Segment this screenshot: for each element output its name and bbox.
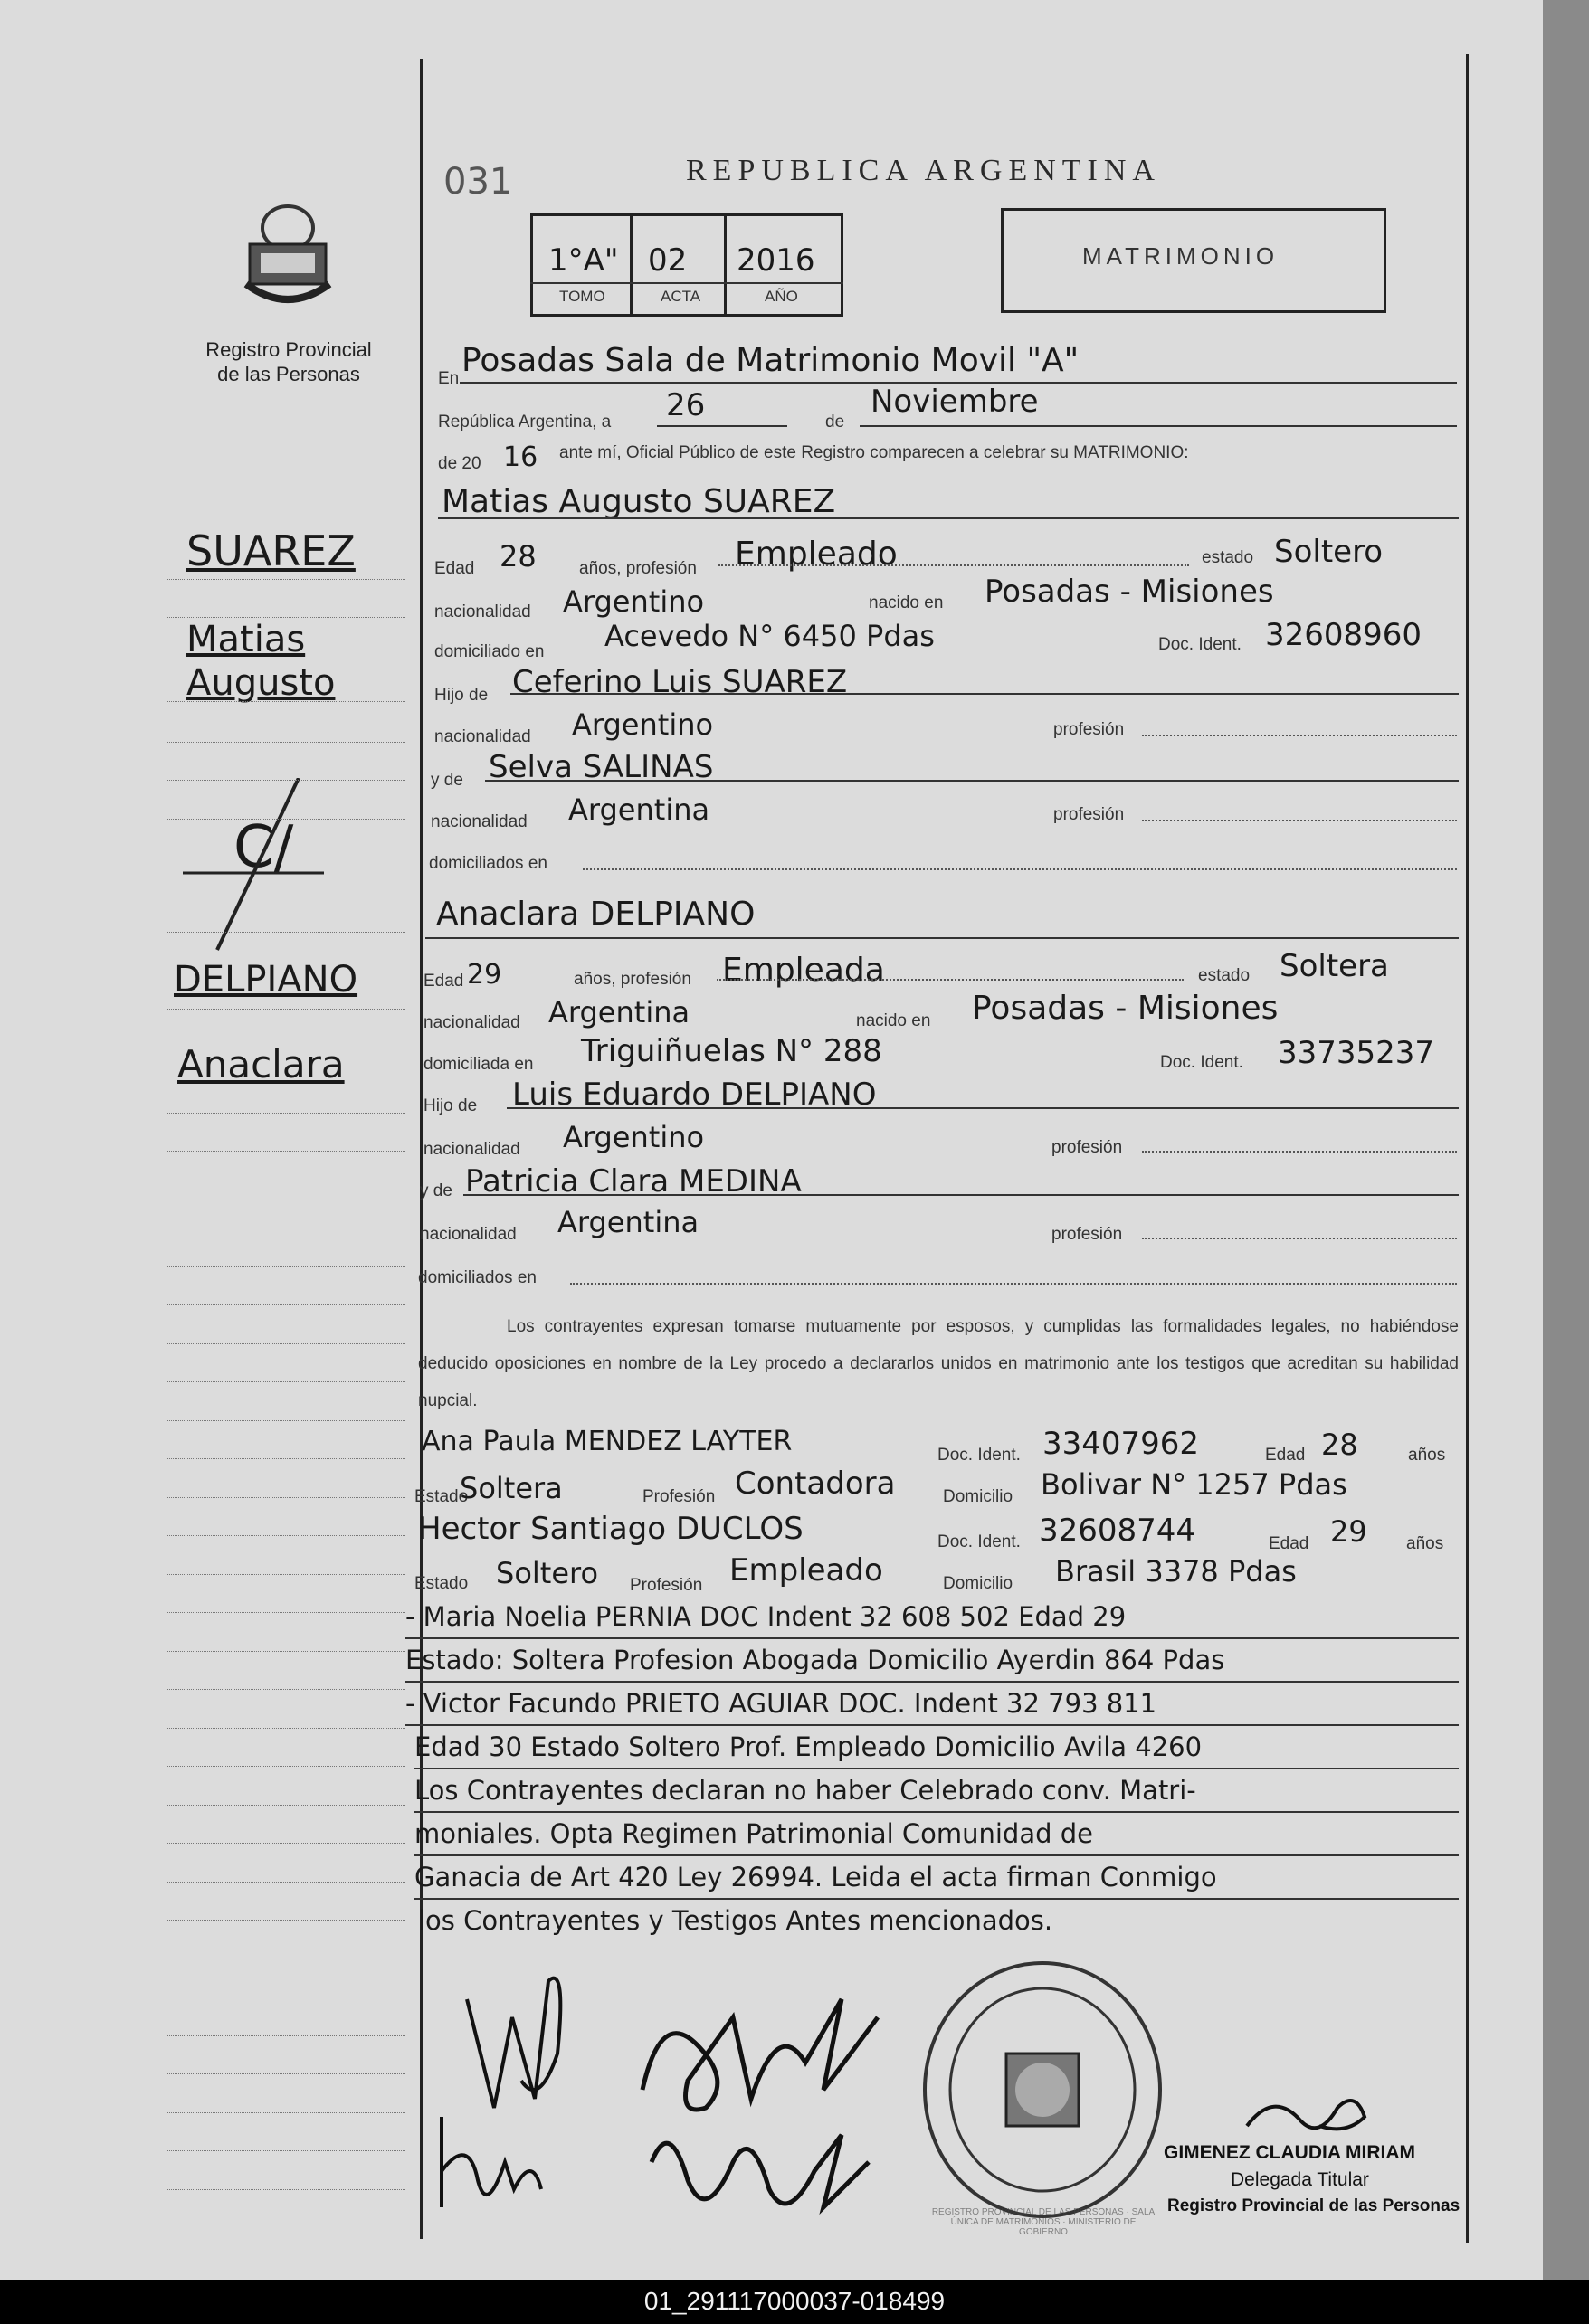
margin-names-1b: Augusto xyxy=(186,662,336,704)
c2-label-doc: Doc. Ident. xyxy=(1160,1053,1243,1072)
t1-label-doc: Doc. Ident. xyxy=(937,1446,1021,1465)
c1-nacionalidad: Argentino xyxy=(563,584,705,619)
c1-label-dom: domiciliado en xyxy=(434,642,545,661)
signature-2 xyxy=(423,2099,559,2234)
ano-label: AÑO xyxy=(765,288,798,305)
c1-edad-line xyxy=(718,564,1189,566)
ano-value: 2016 xyxy=(737,242,815,279)
margin-names-2: Anaclara xyxy=(177,1042,345,1086)
margin-surname-1: SUAREZ xyxy=(186,526,356,575)
c1-edad: 28 xyxy=(500,539,537,574)
t1-label-anos: años xyxy=(1408,1446,1446,1465)
official-seal xyxy=(916,1954,1169,2225)
c1-label-domiciliados: domiciliados en xyxy=(429,854,547,873)
c2-padre: Luis Eduardo DELPIANO xyxy=(512,1077,877,1113)
t2-label-estado: Estado xyxy=(414,1574,469,1593)
c2-label-madre-nac: nacionalidad xyxy=(420,1225,517,1244)
c2-madre: Patricia Clara MEDINA xyxy=(465,1163,802,1200)
scan-id: 01_291117000037-018499 xyxy=(643,2287,946,2315)
t2-label-doc: Doc. Ident. xyxy=(937,1532,1021,1551)
handwritten-line-6: moniales. Opta Regimen Patrimonial Comunidad de xyxy=(414,1818,1093,1849)
c1-padre-prof-line xyxy=(1142,735,1457,736)
c1-label-hijo: Hijo de xyxy=(434,686,489,705)
c1-nacido: Posadas - Misiones xyxy=(985,574,1274,610)
t2-label-prof: Profesión xyxy=(630,1576,703,1595)
registry-logo xyxy=(237,201,338,318)
c2-doc: 33735237 xyxy=(1278,1035,1435,1071)
t1-label-prof: Profesión xyxy=(642,1487,716,1506)
t2-label-anos: años xyxy=(1406,1534,1444,1553)
handwritten-line-8: los Contrayentes y Testigos Antes mencionados. xyxy=(418,1905,1053,1936)
box-divider-1 xyxy=(630,213,633,315)
c1-label-madre-nac: nacionalidad xyxy=(431,812,528,831)
acta-value: 02 xyxy=(648,242,688,279)
margin-surname-2: DELPIANO xyxy=(174,959,358,1001)
c2-label-padre-nac: nacionalidad xyxy=(423,1140,520,1159)
country-title: REPUBLICA ARGENTINA xyxy=(686,154,1161,187)
c2-label-dom: domiciliada en xyxy=(423,1055,534,1074)
c1-label-estado: estado xyxy=(1202,548,1254,567)
c2-madre-nac: Argentina xyxy=(557,1205,699,1239)
t2-estado: Soltero xyxy=(496,1556,599,1590)
c1-madre-line xyxy=(485,780,1459,782)
handwritten-line-5: Los Contrayentes declaran no haber Celebrado conv. Matri- xyxy=(414,1775,1196,1806)
c2-nombre-line xyxy=(425,937,1459,939)
t1-nombre: Ana Paula MENDEZ LAYTER xyxy=(422,1426,793,1457)
c1-estado: Soltero xyxy=(1274,534,1384,570)
signature-3 xyxy=(624,1981,896,2126)
t1-label-dom: Domicilio xyxy=(943,1487,1013,1506)
c1-madre-nac: Argentina xyxy=(568,792,710,827)
handwritten-line-4: Edad 30 Estado Soltero Prof. Empleado Domicilio Avila 4260 xyxy=(414,1731,1203,1762)
handwritten-line-2: Estado: Soltera Profesion Abogada Domicilio Ayerdin 864 Pdas xyxy=(405,1645,1225,1675)
seal-text: REGISTRO PROVINCIAL DE LAS PERSONAS · SALA ÚNICA DE MATRIMONIOS · MINISTERIO DE GOBIERNO xyxy=(931,2207,1156,2237)
c1-label-edad: Edad xyxy=(434,559,475,578)
c2-label-anos-prof: años, profesión xyxy=(574,970,691,989)
tomo-value: 1°A" xyxy=(548,242,619,279)
c2-edad-line xyxy=(717,979,1184,981)
c1-padre-line xyxy=(510,693,1459,695)
record-type: MATRIMONIO xyxy=(1082,242,1280,270)
handwritten-line-1: - Maria Noelia PERNIA DOC Indent 32 608 502 Edad 29 xyxy=(405,1601,1127,1632)
c1-domicilio: Acevedo N° 6450 Pdas xyxy=(604,619,935,653)
t1-estado: Soltera xyxy=(460,1471,563,1505)
c2-nacionalidad: Argentina xyxy=(548,995,690,1029)
t2-edad: 29 xyxy=(1330,1514,1367,1549)
c2-estado: Soltera xyxy=(1280,948,1389,984)
margin-names-1: Matias xyxy=(186,619,306,660)
c1-label-nac: nacionalidad xyxy=(434,602,531,621)
t2-dom: Brasil 3378 Pdas xyxy=(1055,1554,1297,1589)
c1-padre: Ceferino Luis SUAREZ xyxy=(512,664,848,700)
intro-text: ante mí, Oficial Público de este Registro comparecen a celebrar su MATRIMONIO: xyxy=(559,443,1189,462)
c1-domiciliados-line xyxy=(583,868,1457,870)
c1-label-madre-prof: profesión xyxy=(1053,805,1125,824)
tomo-label: TOMO xyxy=(559,288,605,305)
c1-label-nacido: nacido en xyxy=(869,593,944,612)
c1-doc: 32608960 xyxy=(1265,617,1422,653)
ano-suffix: 16 xyxy=(503,441,538,473)
label-republica: República Argentina, a xyxy=(438,413,612,432)
t1-edad: 28 xyxy=(1321,1428,1358,1462)
c1-profesion: Empleado xyxy=(735,536,898,573)
c2-label-estado: estado xyxy=(1198,966,1251,985)
t2-prof: Empleado xyxy=(729,1552,883,1589)
c1-padre-nac: Argentino xyxy=(572,707,714,742)
c2-edad: 29 xyxy=(467,959,502,991)
box-label-divider xyxy=(530,282,843,284)
t1-label-estado: Estado xyxy=(414,1487,469,1506)
t1-label-edad: Edad xyxy=(1265,1446,1306,1465)
c2-label-domiciliados: domiciliados en xyxy=(418,1268,537,1287)
c1-label-doc: Doc. Ident. xyxy=(1158,635,1242,654)
t1-doc: 33407962 xyxy=(1042,1426,1200,1462)
official-org: Registro Provincial de las Personas xyxy=(1167,2196,1461,2215)
margin-connector: C/ xyxy=(233,814,294,881)
hw-underline-1 xyxy=(405,1637,1459,1639)
c1-madre: Selva SALINAS xyxy=(489,749,714,785)
t2-doc: 32608744 xyxy=(1039,1513,1196,1549)
hw-underline-3 xyxy=(405,1724,1459,1726)
hw-underline-6 xyxy=(414,1854,1459,1856)
label-en: En xyxy=(438,369,460,388)
lugar-value: Posadas Sala de Matrimonio Movil "A" xyxy=(461,342,1080,379)
c1-madre-prof-line xyxy=(1142,820,1457,821)
signature-4 xyxy=(633,2108,887,2234)
t1-prof: Contadora xyxy=(735,1466,896,1502)
c2-label-hijo: Hijo de xyxy=(423,1096,478,1115)
c2-label-edad: Edad xyxy=(423,972,464,991)
official-name: GIMENEZ CLAUDIA MIRIAM xyxy=(1164,2142,1416,2163)
t2-label-dom: Domicilio xyxy=(943,1574,1013,1593)
c2-label-nacido: nacido en xyxy=(856,1011,931,1030)
hw-underline-2 xyxy=(405,1681,1459,1683)
t2-label-edad: Edad xyxy=(1269,1534,1309,1553)
label-de: de xyxy=(825,413,845,432)
dia-line xyxy=(657,425,787,427)
label-de20: de 20 xyxy=(438,454,481,473)
c2-profesion: Empleada xyxy=(722,952,885,989)
hw-underline-4 xyxy=(414,1768,1459,1769)
c2-padre-prof-line xyxy=(1142,1151,1457,1153)
right-margin-line xyxy=(1466,54,1469,2243)
handwritten-line-3: - Victor Facundo PRIETO AGUIAR DOC. Indent 32 793 811 xyxy=(405,1688,1157,1719)
c2-padre-nac: Argentino xyxy=(563,1120,705,1154)
registry-name: Registro Provincial de las Personas xyxy=(205,338,372,385)
acta-label: ACTA xyxy=(661,288,701,305)
c1-label-padre-nac: nacionalidad xyxy=(434,727,531,746)
t2-nombre: Hector Santiago DUCLOS xyxy=(418,1511,804,1547)
mes-value: Noviembre xyxy=(871,384,1039,420)
c2-madre-line xyxy=(463,1194,1459,1196)
c1-label-yde: y de xyxy=(431,771,463,790)
c2-domicilio: Triguiñuelas N° 288 xyxy=(581,1033,882,1069)
c1-nombre: Matias Augusto SUAREZ xyxy=(442,483,836,520)
c2-label-yde: y de xyxy=(420,1181,452,1200)
dia-value: 26 xyxy=(666,387,706,423)
c1-label-padre-prof: profesión xyxy=(1053,720,1125,739)
c2-label-nac: nacionalidad xyxy=(423,1013,520,1032)
box-divider-2 xyxy=(724,213,727,315)
t1-dom: Bolivar N° 1257 Pdas xyxy=(1041,1467,1347,1502)
c2-padre-line xyxy=(507,1107,1459,1109)
handwritten-line-7: Ganacia de Art 420 Ley 26994. Leida el acta firman Conmigo xyxy=(414,1862,1217,1892)
c2-domiciliados-line xyxy=(570,1283,1457,1285)
hw-underline-5 xyxy=(414,1811,1459,1813)
c1-nombre-line xyxy=(438,517,1459,519)
declaration-text: Los contrayentes expresan tomarse mutuamente por esposos, y cumplidas las formalidades legales, no habiéndose deducido oposiciones en nombre de la Ley procedo a declararlos unidos en matrimonio ante los testigos que acreditan su habilidad nupcial. xyxy=(418,1317,1459,1410)
c2-label-padre-prof: profesión xyxy=(1051,1138,1123,1157)
c2-nombre: Anaclara DELPIANO xyxy=(436,896,756,933)
c2-madre-prof-line xyxy=(1142,1238,1457,1239)
c1-label-anos-prof: años, profesión xyxy=(579,559,697,578)
mes-line xyxy=(860,425,1457,427)
c2-label-madre-prof: profesión xyxy=(1051,1225,1123,1244)
c2-nacido: Posadas - Misiones xyxy=(972,990,1279,1027)
page-number: 031 xyxy=(443,161,513,203)
official-role: Delegada Titular xyxy=(1231,2169,1369,2190)
hw-underline-7 xyxy=(414,1898,1459,1900)
page-edge xyxy=(1543,0,1589,2280)
